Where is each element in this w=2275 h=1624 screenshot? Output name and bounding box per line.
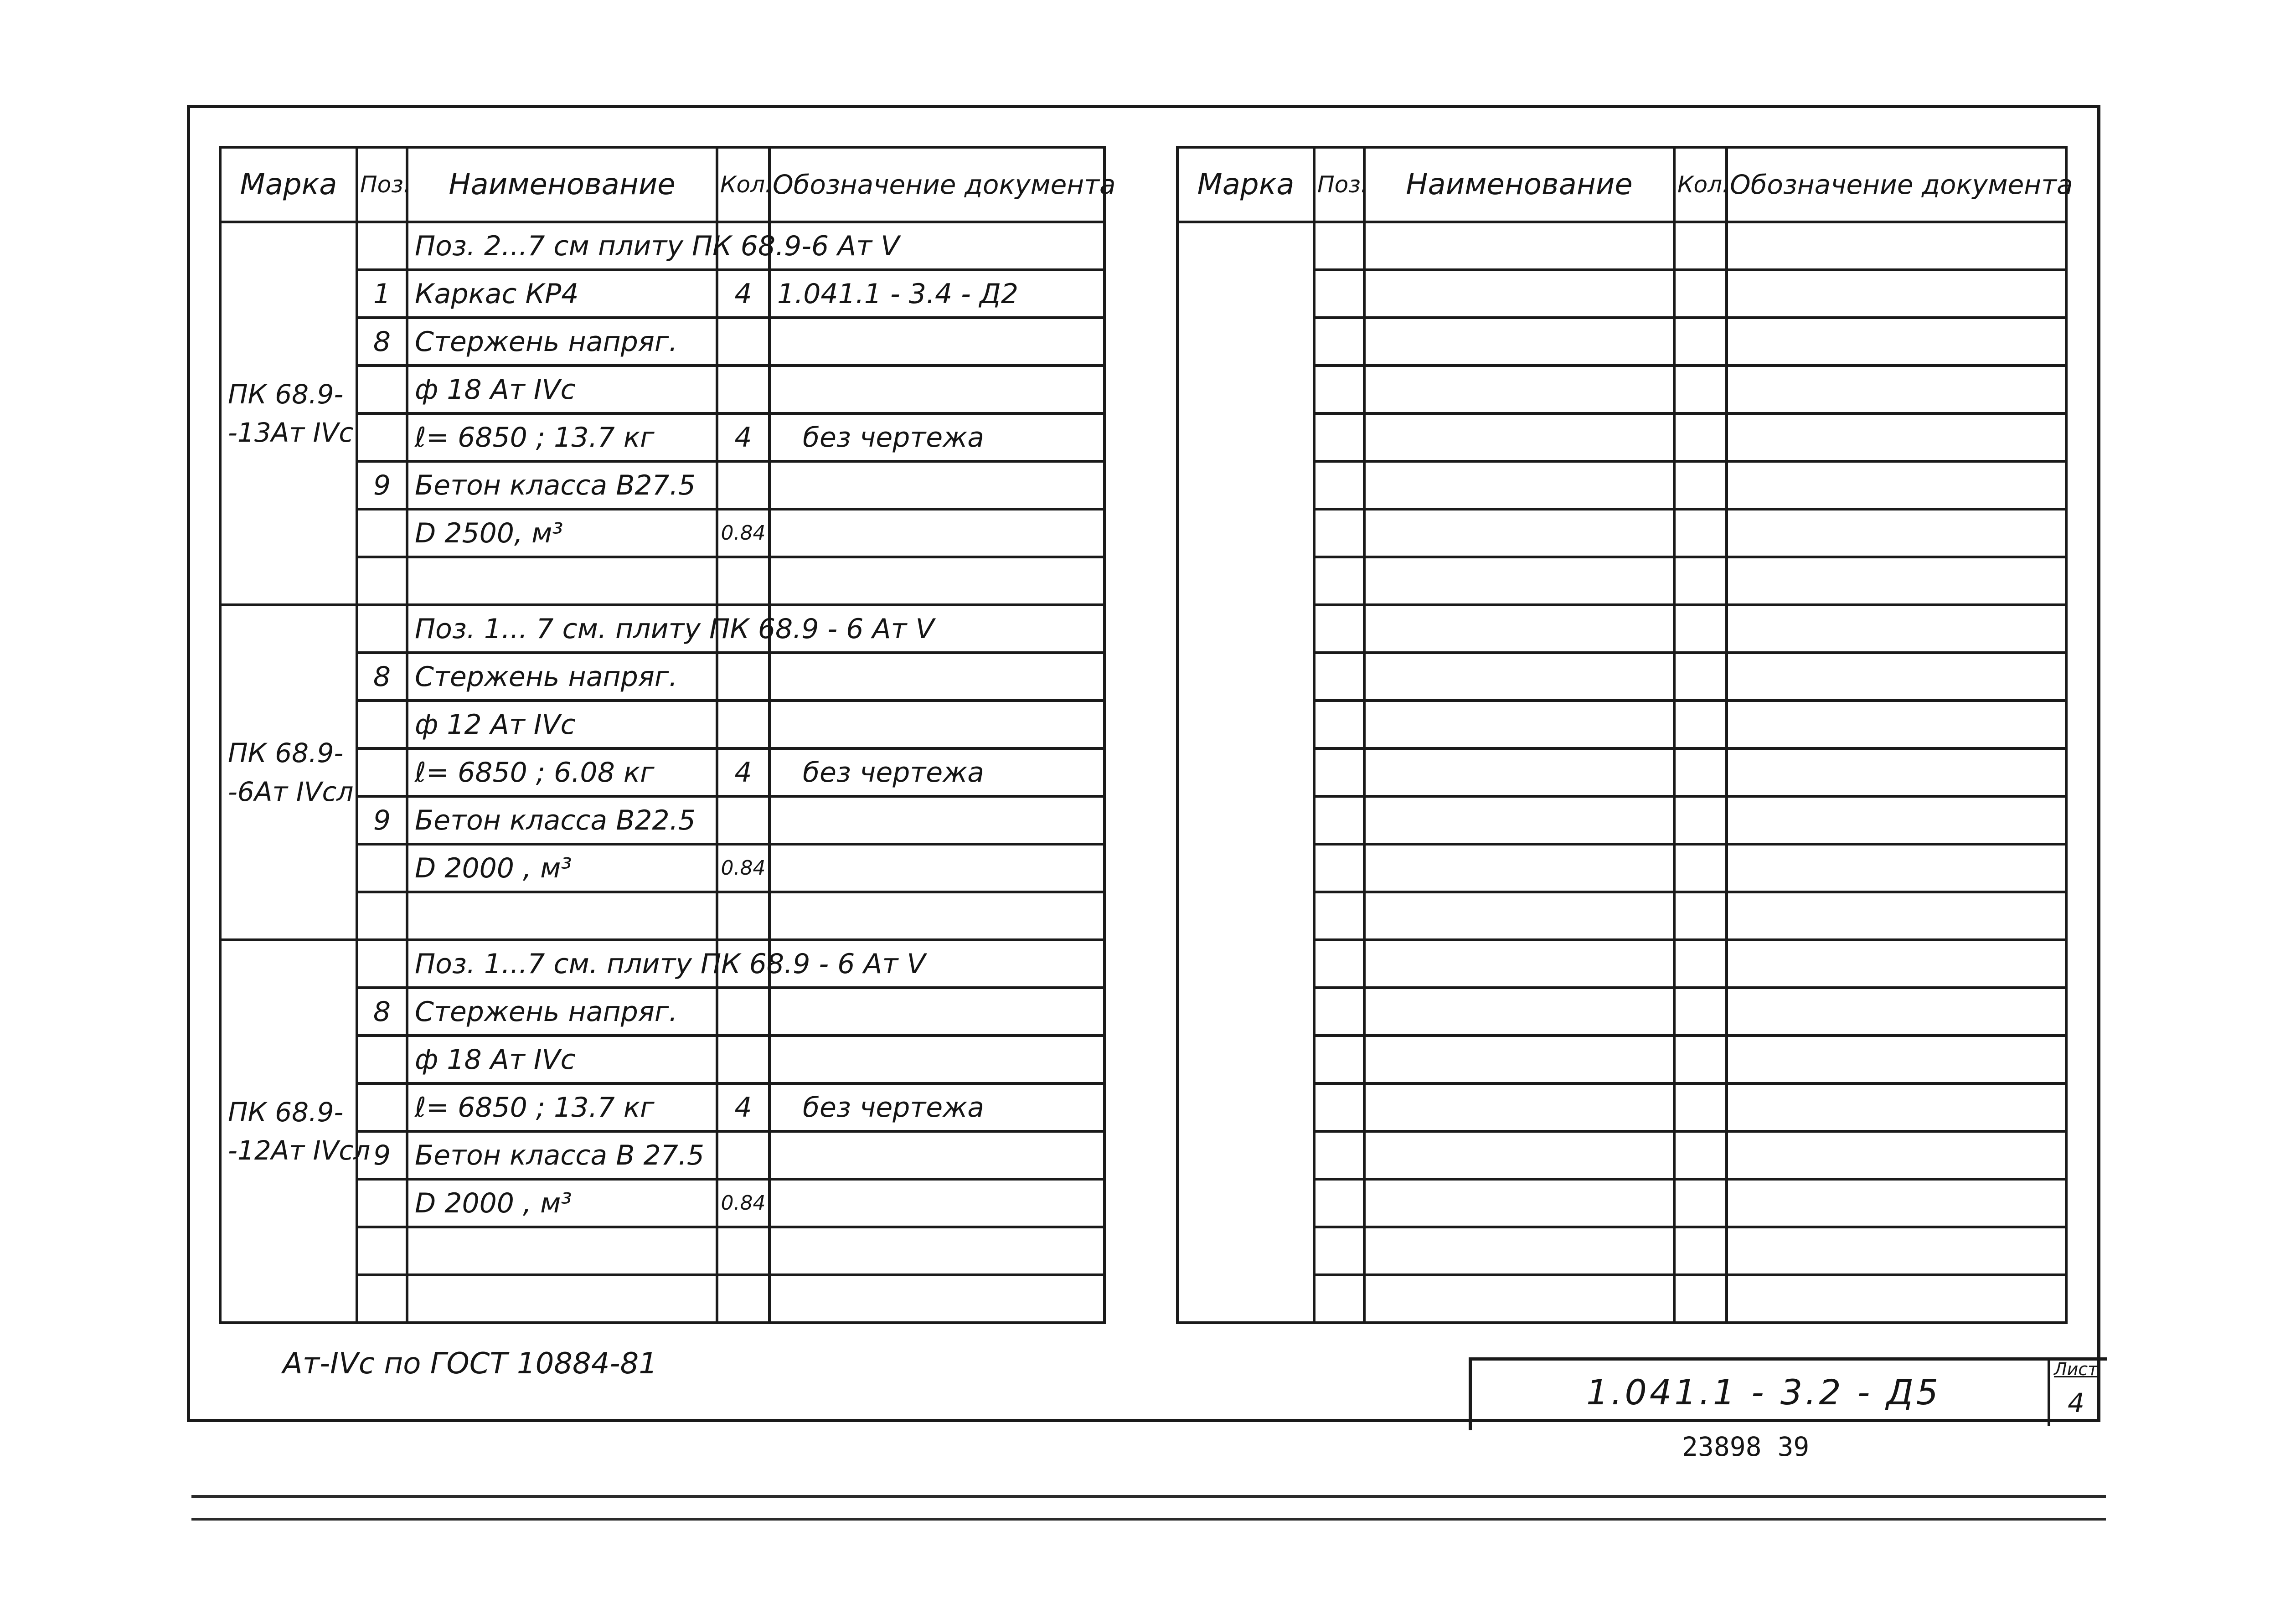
qty-cell [717,701,769,748]
name-cell [1364,1227,1674,1275]
doc-cell [1727,1131,2066,1179]
bottom-rule-2 [191,1518,2106,1521]
qty-cell [717,1036,769,1083]
header-row [1177,147,2066,222]
name-cell [1364,653,1674,701]
name-cell [1364,796,1674,844]
name-cell: D 2500, м³ [407,509,717,557]
header-pos: Поз. [357,147,407,222]
mark-line-2: -12Ат IVсл [228,1135,371,1166]
mark-line-2: -13Ат IVс [228,417,354,448]
pos-cell [357,1227,407,1275]
header-mark: Марка [1177,147,1314,222]
name-cell [1364,557,1674,605]
qty-cell [1674,366,1727,413]
name-cell: Бетон класса В22.5 [407,796,717,844]
doc-cell [769,318,1104,366]
qty-cell [1674,653,1727,701]
qty-cell [1674,318,1727,366]
doc-cell [769,988,1104,1036]
pos-cell [357,748,407,796]
qty-cell [1674,509,1727,557]
sheet-number: 4 [2068,1387,2084,1418]
qty-cell: 4 [717,1083,769,1131]
archive-number: 23898 39 [1682,1431,1810,1462]
pos-cell: 9 [357,461,407,509]
name-cell: ℓ= 6850 ; 6.08 кг [407,748,717,796]
qty-cell [717,1275,769,1323]
pos-cell [357,557,407,605]
name-cell [1364,1083,1674,1131]
qty-cell [1674,1083,1727,1131]
pos-cell [1314,509,1364,557]
pos-cell [357,222,407,270]
header-mark: Марка [220,147,357,222]
qty-cell: 4 [717,413,769,461]
doc-cell: 1.041.1 - 3.4 - Д2 [769,270,1104,318]
doc-cell [1727,1275,2066,1323]
name-cell [1364,270,1674,318]
pos-cell [357,701,407,748]
name-cell: ф 18 Ат IVс [407,366,717,413]
name-cell [1364,701,1674,748]
doc-cell [1727,318,2066,366]
doc-cell [1727,461,2066,509]
doc-cell [769,366,1104,413]
name-cell [1364,413,1674,461]
header-row [220,147,1104,222]
name-cell [407,557,717,605]
mark-cell [220,940,371,1323]
doc-cell [769,557,1104,605]
table-row [220,605,1104,653]
pos-cell [1314,557,1364,605]
name-cell [1364,940,1674,988]
pos-cell [1314,1179,1364,1227]
doc-cell [1727,1083,2066,1131]
doc-cell [1727,988,2066,1036]
name-cell: Поз. 1...7 см. плиту ПК 68.9 - 6 Ат V [407,940,717,988]
bottom-rule-1 [191,1495,2106,1498]
pos-cell [1314,892,1364,940]
pos-cell [357,844,407,892]
pos-cell [357,366,407,413]
pos-cell [1314,366,1364,413]
doc-cell: без чертежа [769,413,1104,461]
name-cell: ф 18 Ат IVс [407,1036,717,1083]
pos-cell [1314,413,1364,461]
doc-cell [1727,701,2066,748]
qty-cell [717,366,769,413]
name-cell [1364,844,1674,892]
doc-cell [1727,796,2066,844]
name-cell: Каркас КР4 [407,270,717,318]
doc-cell [769,461,1104,509]
header-name: Наименование [407,147,717,222]
name-cell: Бетон класса В27.5 [407,461,717,509]
doc-cell [1727,844,2066,892]
doc-cell [1727,940,2066,988]
pos-cell [1314,701,1364,748]
qty-cell [1674,940,1727,988]
pos-cell [1314,1083,1364,1131]
pos-cell [357,1083,407,1131]
doc-cell [769,1275,1104,1323]
qty-cell [717,653,769,701]
name-cell [407,1227,717,1275]
mark-line-1: ПК 68.9- [228,378,344,410]
pos-cell [357,605,407,653]
name-cell: ℓ= 6850 ; 13.7 кг [407,1083,717,1131]
qty-cell [1674,1275,1727,1323]
name-cell [1364,509,1674,557]
doc-cell [769,1131,1104,1179]
pos-cell [1314,940,1364,988]
pos-cell [1314,1131,1364,1179]
name-cell [1364,988,1674,1036]
qty-cell [1674,413,1727,461]
name-cell [407,1275,717,1323]
name-cell: Бетон класса В 27.5 [407,1131,717,1179]
doc-cell [1727,270,2066,318]
name-cell [1364,748,1674,796]
qty-cell [1674,557,1727,605]
mark-cell [220,605,357,940]
steel-standard-note: Ат-IVс по ГОСТ 10884-81 [283,1347,657,1381]
qty-cell [717,1131,769,1179]
doc-cell [769,509,1104,557]
name-cell [1364,318,1674,366]
qty-cell: 4 [717,748,769,796]
doc-cell [1727,413,2066,461]
name-cell: Поз. 1... 7 см. плиту ПК 68.9 - 6 Ат V [407,605,717,653]
specification-table-left [219,146,1116,1324]
name-cell: Стержень напряг. [407,318,717,366]
mark-line-1: ПК 68.9- [228,1096,344,1128]
header-name: Наименование [1364,147,1674,222]
qty-cell [1674,1227,1727,1275]
qty-cell: 0.84 [717,844,769,892]
qty-cell [1674,222,1727,270]
name-cell [407,892,717,940]
qty-cell: 0.84 [717,1179,769,1227]
qty-cell [1674,844,1727,892]
name-cell: Стержень напряг. [407,653,717,701]
pos-cell [1314,1036,1364,1083]
qty-cell [1674,461,1727,509]
name-cell [1364,1036,1674,1083]
pos-cell [357,1179,407,1227]
doc-cell [1727,605,2066,653]
table-row [220,940,1104,988]
pos-cell [1314,988,1364,1036]
doc-cell [769,1036,1104,1083]
pos-cell: 8 [357,653,407,701]
doc-cell [1727,1227,2066,1275]
qty-cell [717,892,769,940]
pos-cell [1314,1275,1364,1323]
qty-cell [717,988,769,1036]
doc-cell [769,1227,1104,1275]
doc-cell [1727,748,2066,796]
pos-cell [1314,270,1364,318]
doc-cell [1727,892,2066,940]
doc-cell [769,796,1104,844]
pos-cell: 8 [357,988,407,1036]
pos-cell: 9 [357,796,407,844]
mark-cell [1177,222,1314,1323]
mark-line-2: -6Ат IVсл [228,776,354,807]
qty-cell [717,1227,769,1275]
name-cell [1364,605,1674,653]
header-doc: Обозначение документа [769,147,1104,222]
qty-cell [1674,796,1727,844]
pos-cell [357,413,407,461]
doc-cell: без чертежа [769,1083,1104,1131]
name-cell: D 2000 , м³ [407,1179,717,1227]
pos-cell [1314,796,1364,844]
qty-cell [717,557,769,605]
name-cell: Поз. 2...7 см плиту ПК 68.9-6 Ат V [407,222,717,270]
empty-row [1177,222,2066,270]
doc-cell [769,844,1104,892]
qty-cell [717,461,769,509]
qty-cell [1674,892,1727,940]
pos-cell [1314,1227,1364,1275]
qty-cell: 4 [717,270,769,318]
qty-cell [717,796,769,844]
doc-cell [1727,222,2066,270]
header-pos: Поз. [1314,147,1364,222]
name-cell [1364,892,1674,940]
document-number: 1.041.1 - 3.2 - Д5 [1586,1372,1941,1413]
pos-cell [1314,318,1364,366]
pos-cell [357,940,407,988]
pos-cell [1314,653,1364,701]
doc-cell [1727,653,2066,701]
pos-cell [1314,748,1364,796]
doc-cell [769,653,1104,701]
pos-cell [357,1275,407,1323]
header-doc: Обозначение документа [1727,147,2066,222]
header-qty: Кол. [1674,147,1727,222]
qty-cell [717,318,769,366]
qty-cell [1674,1179,1727,1227]
qty-cell [1674,988,1727,1036]
pos-cell [1314,844,1364,892]
sheet-cell [2048,1357,2102,1426]
name-cell: ℓ= 6850 ; 13.7 кг [407,413,717,461]
doc-cell: без чертежа [769,748,1104,796]
pos-cell [1314,605,1364,653]
doc-cell [1727,509,2066,557]
name-cell: ф 12 Ат IVс [407,701,717,748]
specification-table-right [1176,146,2073,1324]
name-cell [1364,366,1674,413]
name-cell [1364,1131,1674,1179]
qty-cell [1674,605,1727,653]
pos-cell: 8 [357,318,407,366]
mark-cell [220,222,357,605]
name-cell: D 2000 , м³ [407,844,717,892]
name-cell: Стержень напряг. [407,988,717,1036]
table-row [220,222,1104,270]
doc-cell [1727,1036,2066,1083]
header-qty: Кол. [717,147,769,222]
name-cell [1364,222,1674,270]
pos-cell: 1 [357,270,407,318]
qty-cell [1674,748,1727,796]
pos-cell [1314,222,1364,270]
pos-cell [357,1036,407,1083]
qty-cell [1674,1036,1727,1083]
qty-cell [1674,1131,1727,1179]
pos-cell: 9 [357,1131,407,1179]
pos-cell [1314,461,1364,509]
pos-cell [357,509,407,557]
doc-cell [1727,1179,2066,1227]
name-cell [1364,1275,1674,1323]
doc-cell [1727,366,2066,413]
qty-cell [1674,701,1727,748]
doc-cell [769,892,1104,940]
doc-cell [769,1179,1104,1227]
mark-line-1: ПК 68.9- [228,737,344,769]
doc-cell [1727,557,2066,605]
name-cell [1364,1179,1674,1227]
doc-cell [769,701,1104,748]
name-cell [1364,461,1674,509]
sheet-label: Лист [2054,1359,2098,1379]
qty-cell [1674,270,1727,318]
pos-cell [357,892,407,940]
qty-cell: 0.84 [717,509,769,557]
